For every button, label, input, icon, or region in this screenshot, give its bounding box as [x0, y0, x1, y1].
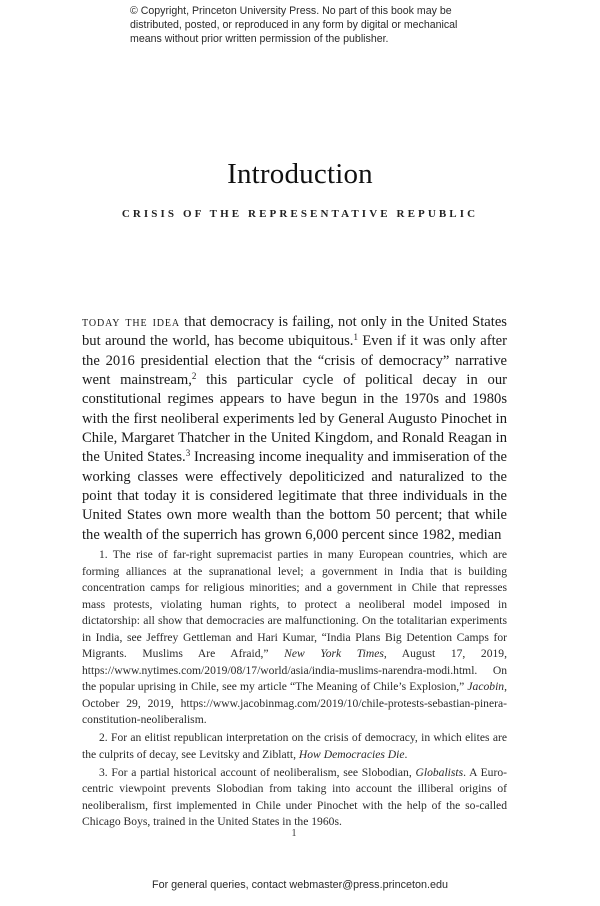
cited-title: New York Times [284, 647, 384, 660]
footnote-text: . A Euro-centric viewpoint prevents Slobodian from taking into account the illiberal origins of neoliberalism, first implemented in Chile under Pinochet with the help of the so-called Chicago Boys, trained in the United States in the 1960s. [82, 765, 507, 828]
body-text-segment: this particular cycle of political decay in our constitutional regimes appears to have begun in the 1970s and 1980s with the first neoliberal experiments led by General Augusto Pinochet in Chile, Margaret Thatcher in the United Kingdom, and Ronald Reagan in the United States. [82, 372, 507, 466]
body-paragraph [82, 313, 507, 545]
lead-in-smallcaps: today the idea [82, 314, 181, 330]
footnote-text: , August 17, 2019, https://www.nytimes.com/2019/08/17/world/asia/india-muslims-narendra​-modi.html. On the popular uprising in Chile, see my article “The Meaning of Chile’s Explosion,” [82, 647, 508, 693]
cited-title: Jacobin [467, 680, 505, 693]
body-text-segment: Even if it was only after the 2016 presidential election that the “crisis of democracy” narrative went mainstream, [82, 333, 507, 389]
footnote-ref-3[interactable]: 3 [185, 448, 191, 459]
footnote-number: 2. [99, 731, 108, 744]
footnotes-section [82, 547, 507, 832]
footnote-ref-2[interactable]: 2 [191, 371, 197, 382]
cited-title: How Democracies Die [298, 747, 405, 761]
footnote-2 [82, 730, 507, 763]
footnote-3 [82, 765, 507, 831]
footer-contact: For general queries, contact webmaster@press.princeton.edu [151, 879, 449, 891]
cited-title: Globalists [415, 765, 464, 779]
footnote-number: 3. [99, 765, 108, 779]
footnote-ref-1[interactable]: 1 [353, 332, 358, 343]
body-text-segment: that democracy is failing, not only in the United States but around the world, has become ubiquitous. [82, 314, 507, 350]
page-number: 1 [291, 828, 297, 839]
footnote-text: For an elitist republican interpretation on the crisis of democracy, in which elites are the culprits of decay, see Levitsky and Ziblatt, [82, 731, 507, 761]
chapter-subtitle: CRISIS OF THE REPRESENTATIVE REPUBLIC [121, 208, 479, 220]
footnote-text: . [404, 747, 408, 761]
footnote-text: , October 29, 2019, https://www.jacobinmag.com/2019/10/chile-protests​-sebastian-pinera-constitution-neoliberalism. [82, 680, 507, 726]
footnote-text: The rise of far-right supremacist parties in many European countries, which are forming alliances at the supranational level; a government in India that is building concentration camps for religious minorities; and a government in Chile that represses mass protests, violating human rights, to protect a neoliberal model imposed in dictatorship: all show that democracies are malfunctioning. On the totalitarian experiments in India, see Jeffrey Gettleman and Hari Kumar, “India Plans Big Detention Camps for Migrants. Muslims Are Afraid,” [82, 548, 507, 660]
footnote-number: 1. [99, 548, 108, 561]
copyright-notice: © Copyright, Princeton University Press. No part of this book may be distributed, posted, or reproduced in any form by digital or mechanical means without prior written permission of the publisher. [130, 5, 458, 46]
footnote-text: For a partial historical account of neoliberalism, see Slobodian, [107, 765, 416, 779]
footnote-1 [82, 547, 507, 729]
chapter-title: Introduction [227, 158, 373, 190]
body-text-segment: Increasing income inequality and immiseration of the working classes were effectively depoliticized and naturalized to the point that today it is considered legitimate that three individuals in the United States own more wealth than the bottom 50 percent; that while the wealth of the superrich has grown 6,000 percent since 1982, median [82, 449, 508, 543]
